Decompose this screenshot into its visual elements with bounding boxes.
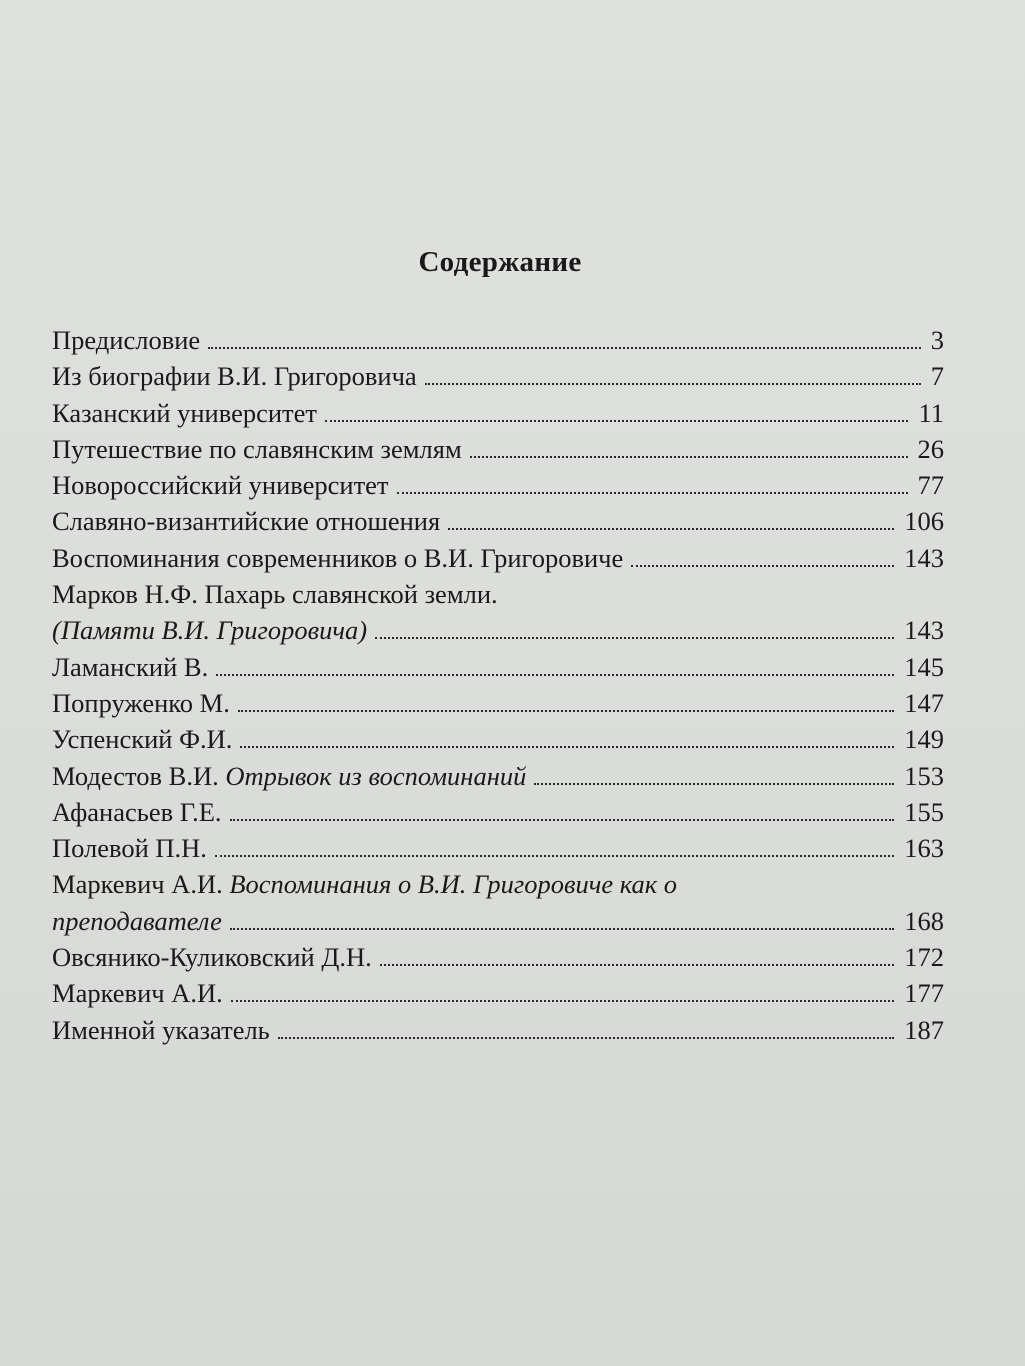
toc-leader-dots <box>448 528 894 530</box>
toc-entry <box>52 358 944 394</box>
toc-entry-label: Овсянико-Куликовский Д.Н. <box>52 942 372 973</box>
toc-page-number: 187 <box>904 1014 944 1045</box>
toc-page-number: 77 <box>917 470 944 501</box>
toc-page-number: 11 <box>918 397 944 428</box>
toc-leader-dots <box>230 928 894 930</box>
toc-title: Содержание <box>418 246 582 278</box>
toc-entry-label: Марков Н.Ф. Пахарь славянской земли. <box>52 579 498 610</box>
toc-entry <box>52 939 944 975</box>
toc-page-number: 3 <box>930 325 944 355</box>
toc-leader-dots <box>534 783 894 785</box>
toc-leader-dots <box>215 855 894 857</box>
toc-leader-dots <box>278 1037 894 1039</box>
table-of-contents <box>52 322 944 1048</box>
toc-entry-label: Именной указатель <box>52 1014 270 1045</box>
toc-page-number: 172 <box>904 942 944 973</box>
toc-entry-label: Полевой П.Н. <box>52 833 207 864</box>
toc-entry <box>52 540 944 576</box>
toc-leader-dots <box>216 674 894 676</box>
toc-entry <box>52 685 944 721</box>
toc-leader-dots <box>380 964 894 966</box>
toc-entry <box>52 503 944 539</box>
toc-page-number: 7 <box>930 361 944 392</box>
toc-leader-dots <box>397 492 908 494</box>
toc-page-number: 163 <box>904 833 944 864</box>
toc-entry-label: Из биографии В.И. Григоровича <box>52 361 417 392</box>
toc-entry-label: Маркевич А.И. <box>52 978 223 1009</box>
toc-page-number: 153 <box>904 760 944 791</box>
toc-entry-label: Казанский университет <box>52 397 317 428</box>
toc-entry-label: Путешествие по славянским землям <box>52 433 462 464</box>
toc-entry <box>52 576 944 612</box>
toc-entry-label: Маркевич А.И. Воспоминания о В.И. Григоровиче как о <box>52 869 677 900</box>
toc-entry <box>52 431 944 467</box>
toc-entry <box>52 467 944 503</box>
toc-page-number: 177 <box>904 978 944 1009</box>
toc-leader-dots <box>238 710 894 712</box>
toc-entry-label: Воспоминания современников о В.И. Григоровиче <box>52 542 624 573</box>
toc-entry <box>52 649 944 685</box>
toc-page-number: 145 <box>904 651 944 682</box>
toc-entry <box>52 395 944 431</box>
toc-leader-dots <box>208 347 921 349</box>
toc-leader-dots <box>425 383 921 385</box>
toc-leader-dots <box>470 456 908 458</box>
toc-entry <box>52 322 944 358</box>
toc-leader-dots <box>631 565 894 567</box>
toc-entry <box>52 758 944 794</box>
toc-page-number: 149 <box>904 724 944 755</box>
toc-page-number: 26 <box>917 433 944 464</box>
toc-entry-label: Попруженко М. <box>52 687 230 718</box>
toc-entry <box>52 975 944 1011</box>
toc-entry-label: Афанасьев Г.Е. <box>52 796 222 827</box>
toc-entry-label: Славяно-византийские отношения <box>52 506 441 537</box>
toc-page-number: 168 <box>904 905 944 936</box>
toc-leader-dots <box>230 819 895 821</box>
toc-page-number: 143 <box>904 542 944 573</box>
toc-entry <box>52 903 944 939</box>
toc-entry <box>52 866 944 902</box>
toc-leader-dots <box>325 420 908 422</box>
toc-leader-dots <box>240 746 894 748</box>
toc-entry-label: Предисловие <box>52 325 201 355</box>
toc-leader-dots <box>375 637 894 639</box>
toc-entry <box>52 830 944 866</box>
toc-entry-label: Модестов В.И. Отрывок из воспоминаний <box>52 760 527 791</box>
toc-page-number: 106 <box>904 506 944 537</box>
toc-entry <box>52 612 944 648</box>
toc-entry <box>52 794 944 830</box>
toc-entry <box>52 1012 944 1048</box>
toc-entry-label: (Памяти В.И. Григоровича) <box>52 615 368 646</box>
toc-page-number: 143 <box>904 615 944 646</box>
toc-entry <box>52 721 944 757</box>
toc-page-number: 147 <box>904 687 944 718</box>
toc-entry-label: Новороссийский университет <box>52 470 389 501</box>
toc-page-number: 155 <box>904 796 944 827</box>
toc-entry-label: преподавателе <box>52 905 222 936</box>
toc-entry-label: Успенский Ф.И. <box>52 724 233 755</box>
toc-leader-dots <box>231 1000 895 1002</box>
toc-entry-label: Ламанский В. <box>52 651 209 682</box>
